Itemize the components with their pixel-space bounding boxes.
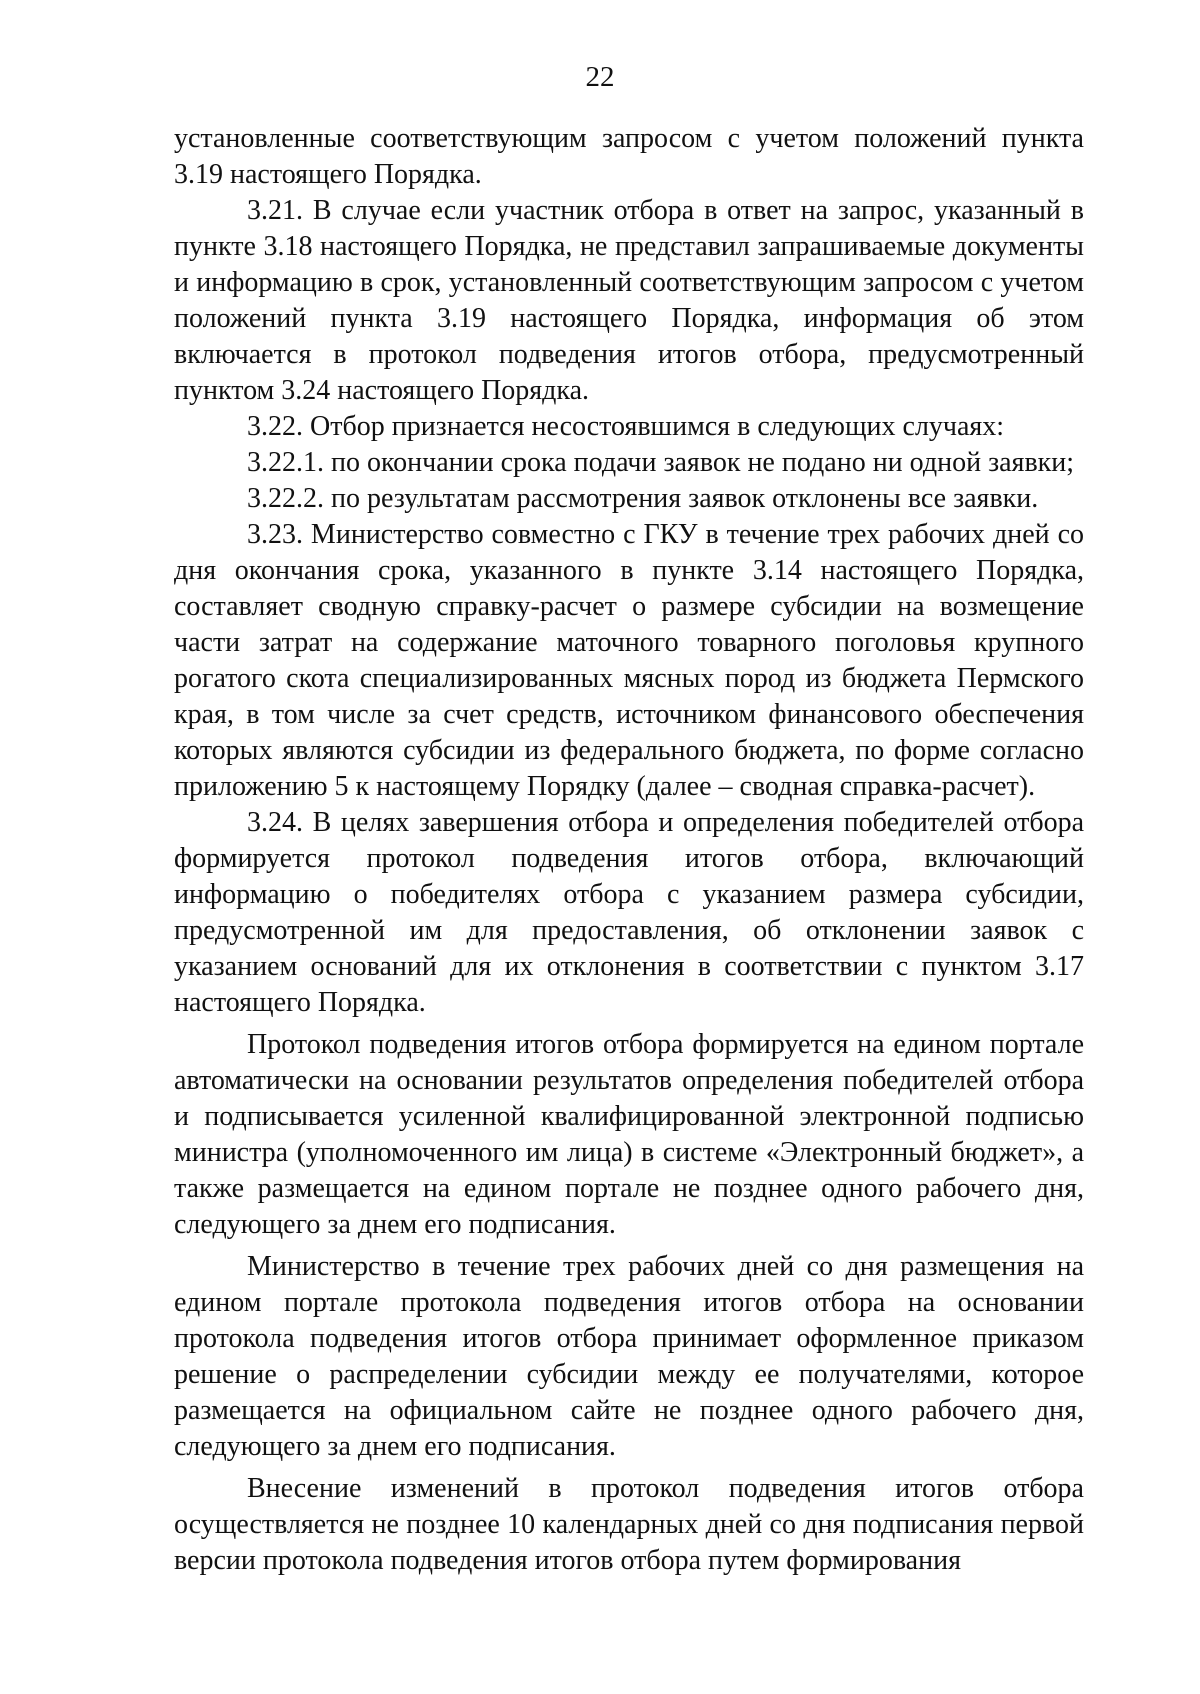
paragraph-protocol-formation: Протокол подведения итогов отбора формируется на едином портале автоматически на основании результатов определения победителей отбора и подписывается усиленной квалифицированной электронной подписью министра (уполномоченного им лица) в системе «Электронный бюджет», а также размещается на едином портале не позднее одного рабочего дня, следующего за днем его подписания.: [174, 1029, 1084, 1240]
paragraph-3-22-1: 3.22.1. по окончании срока подачи заявок не подано ни одной заявки;: [247, 447, 1075, 478]
paragraph-3-24: 3.24. В целях завершения отбора и определения победителей отбора формируется протокол подведения итогов отбора, включающий информацию о победителях отбора с указанием размера субсидии, предусмотренной им для предоставления, об отклонении заявок с указанием оснований для их отклонения в соответствии с пунктом 3.17 настоящего Порядка.: [174, 807, 1084, 1018]
paragraph-ministry-decision: Министерство в течение трех рабочих дней со дня размещения на едином портале протокола подведения итогов отбора на основании протокола подведения итогов отбора принимает оформленное приказом решение о распределении субсидии между ее получателями, которое размещается на официальном сайте не позднее одного рабочего дня, следующего за днем его подписания.: [174, 1251, 1084, 1462]
paragraph-protocol-changes: Внесение изменений в протокол подведения итогов отбора осуществляется не позднее 10 календарных дней со дня подписания первой версии протокола подведения итогов отбора путем формирования: [174, 1473, 1084, 1576]
document-body: [174, 121, 1084, 1579]
paragraph-3-21: 3.21. В случае если участник отбора в ответ на запрос, указанный в пункте 3.18 настоящего Порядка, не представил запрашиваемые документы и информацию в срок, установленный соответствующим запросом с учетом положений пункта 3.19 настоящего Порядка, информация об этом включается в протокол подведения итогов отбора, предусмотренный пунктом 3.24 настоящего Порядка.: [174, 195, 1084, 406]
paragraph-3-23: 3.23. Министерство совместно с ГКУ в течение трех рабочих дней со дня окончания срока, указанного в пункте 3.14 настоящего Порядка, составляет сводную справку-расчет о размере субсидии на возмещение части затрат на содержание маточного товарного поголовья крупного рогатого скота специализированных мясных пород из бюджета Пермского края, в том числе за счет средств, источником финансового обеспечения которых являются субсидии из федерального бюджета, по форме согласно приложению 5 к настоящему Порядку (далее – сводная справка-расчет).: [174, 519, 1084, 802]
paragraph-3-22: 3.22. Отбор признается несостоявшимся в следующих случаях:: [247, 411, 1005, 442]
page-number: 22: [585, 61, 615, 93]
paragraph-3-22-2: 3.22.2. по результатам рассмотрения заявок отклонены все заявки.: [247, 483, 1039, 514]
paragraph-continuation: установленные соответствующим запросом с учетом положений пункта 3.19 настоящего Порядка.: [174, 123, 1084, 190]
